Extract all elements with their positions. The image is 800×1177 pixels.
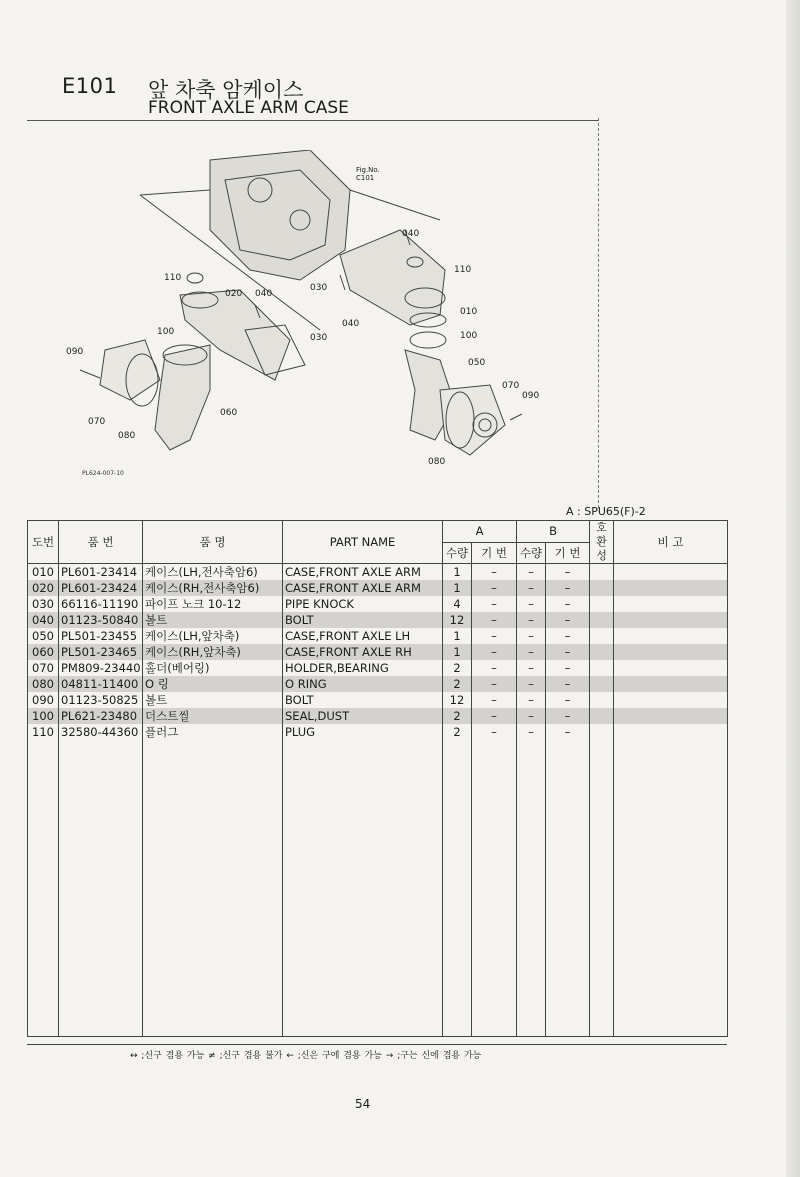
cell-part-name: PLUG <box>283 724 443 740</box>
cell-interchange <box>590 708 614 724</box>
cell-no-a: – <box>472 612 517 628</box>
cell-ref: 090 <box>28 692 59 708</box>
cell-part-name: CASE,FRONT AXLE RH <box>283 644 443 660</box>
cell-remarks <box>614 724 728 740</box>
model-label: A : SPU65(F)-2 <box>566 505 646 518</box>
table-row <box>28 724 728 740</box>
callout: 040 <box>255 289 273 299</box>
page-number: 54 <box>355 1097 371 1111</box>
cell-interchange <box>590 612 614 628</box>
header-no-b: 기 번 <box>546 542 590 564</box>
cell-no-b: – <box>546 564 590 581</box>
table-row <box>28 580 728 596</box>
cell-part-name: CASE,FRONT AXLE ARM <box>283 564 443 581</box>
callout: 090 <box>522 391 540 401</box>
table-row <box>28 692 728 708</box>
cell-remarks <box>614 628 728 644</box>
callout: 040 <box>342 319 360 329</box>
exploded-parts-diagram <box>60 150 580 480</box>
cell-qty-b: – <box>517 580 546 596</box>
cell-name-ko: 파이프 노크 10-12 <box>143 596 283 612</box>
table-row <box>28 676 728 692</box>
cell-remarks <box>614 564 728 581</box>
cell-part-no: 66116-11190 <box>59 596 143 612</box>
footer-rule <box>27 1044 727 1045</box>
cell-part-no: PL621-23480 <box>59 708 143 724</box>
table-row <box>28 660 728 676</box>
cell-ref: 110 <box>28 724 59 740</box>
header-part-name: PART NAME <box>283 521 443 564</box>
header-qty-b: 수량 <box>517 542 546 564</box>
cell-remarks <box>614 708 728 724</box>
cell-no-b: – <box>546 580 590 596</box>
cell-interchange <box>590 628 614 644</box>
title-korean: 앞 차축 암케이스 <box>148 78 304 102</box>
cell-part-name: CASE,FRONT AXLE LH <box>283 628 443 644</box>
callout: 050 <box>468 358 486 368</box>
cell-ref: 020 <box>28 580 59 596</box>
cell-remarks <box>614 580 728 596</box>
cell-interchange <box>590 580 614 596</box>
cell-name-ko: 플러그 <box>143 724 283 740</box>
table-row <box>28 628 728 644</box>
cell-interchange <box>590 596 614 612</box>
empty-cell <box>614 740 728 1037</box>
header-interchange-1: 호 <box>596 521 607 534</box>
cell-part-name: O RING <box>283 676 443 692</box>
cell-part-no: 01123-50840 <box>59 612 143 628</box>
cell-part-name: HOLDER,BEARING <box>283 660 443 676</box>
cell-qty-b: – <box>517 564 546 581</box>
cell-qty-b: – <box>517 724 546 740</box>
cell-no-a: – <box>472 596 517 612</box>
cell-no-b: – <box>546 644 590 660</box>
table-row <box>28 612 728 628</box>
fig-label-2: C101 <box>356 174 375 182</box>
cell-ref: 040 <box>28 612 59 628</box>
cell-part-name: SEAL,DUST <box>283 708 443 724</box>
callout: 080 <box>428 457 446 467</box>
cell-no-a: – <box>472 708 517 724</box>
table-row <box>28 596 728 612</box>
header-remarks: 비 고 <box>614 521 728 564</box>
header-group-a: A <box>443 521 517 543</box>
cell-ref: 100 <box>28 708 59 724</box>
cell-remarks <box>614 644 728 660</box>
table-row <box>28 564 728 581</box>
cell-remarks <box>614 612 728 628</box>
table-empty-space <box>28 740 728 1037</box>
empty-cell <box>546 740 590 1037</box>
cell-ref: 080 <box>28 676 59 692</box>
cell-remarks <box>614 676 728 692</box>
cell-qty-a: 2 <box>443 676 472 692</box>
cell-qty-a: 1 <box>443 564 472 581</box>
empty-cell <box>143 740 283 1037</box>
cell-qty-b: – <box>517 660 546 676</box>
cell-qty-a: 1 <box>443 628 472 644</box>
cell-name-ko: 볼트 <box>143 612 283 628</box>
cell-name-ko: 볼트 <box>143 692 283 708</box>
callout: 100 <box>157 327 175 337</box>
cell-no-b: – <box>546 628 590 644</box>
cell-part-no: PL601-23424 <box>59 580 143 596</box>
transmission-housing <box>210 150 350 280</box>
cell-name-ko: 홀더(베어링) <box>143 660 283 676</box>
empty-cell <box>472 740 517 1037</box>
cell-name-ko: 케이스(RH,앞차축) <box>143 644 283 660</box>
callout: 060 <box>220 408 238 418</box>
cell-part-no: PL501-23455 <box>59 628 143 644</box>
cell-qty-a: 1 <box>443 644 472 660</box>
cell-interchange <box>590 676 614 692</box>
header-rule <box>27 120 599 121</box>
empty-cell <box>28 740 59 1037</box>
header-qty-a: 수량 <box>443 542 472 564</box>
callout: 070 <box>88 417 106 427</box>
cell-qty-a: 2 <box>443 708 472 724</box>
cell-interchange <box>590 692 614 708</box>
cell-part-name: BOLT <box>283 692 443 708</box>
cell-part-name: CASE,FRONT AXLE ARM <box>283 580 443 596</box>
cell-qty-a: 12 <box>443 612 472 628</box>
cell-no-a: – <box>472 580 517 596</box>
empty-cell <box>590 740 614 1037</box>
cell-no-a: – <box>472 692 517 708</box>
cell-name-ko: 케이스(LH,전사축암6) <box>143 564 283 581</box>
callout: 070 <box>502 381 520 391</box>
cell-no-a: – <box>472 724 517 740</box>
cell-part-no: PL501-23465 <box>59 644 143 660</box>
cell-ref: 030 <box>28 596 59 612</box>
cell-remarks <box>614 596 728 612</box>
callout: 030 <box>310 333 328 343</box>
callout: 110 <box>164 273 182 283</box>
cell-no-b: – <box>546 708 590 724</box>
callout: 010 <box>460 307 478 317</box>
cell-part-name: PIPE KNOCK <box>283 596 443 612</box>
cell-interchange <box>590 564 614 581</box>
cell-no-a: – <box>472 676 517 692</box>
callout: 110 <box>454 265 472 275</box>
callout: 080 <box>118 431 136 441</box>
callout: 020 <box>225 289 243 299</box>
cell-no-b: – <box>546 596 590 612</box>
empty-cell <box>443 740 472 1037</box>
cell-interchange <box>590 644 614 660</box>
cell-ref: 070 <box>28 660 59 676</box>
bearing-holder-right <box>440 385 505 455</box>
table-row <box>28 708 728 724</box>
cell-remarks <box>614 692 728 708</box>
header-interchange-2: 환 <box>596 535 607 548</box>
cell-name-ko: O 링 <box>143 676 283 692</box>
cell-part-name: BOLT <box>283 612 443 628</box>
cell-interchange <box>590 660 614 676</box>
cell-ref: 010 <box>28 564 59 581</box>
arm-case-right <box>340 230 445 325</box>
empty-cell <box>517 740 546 1037</box>
header-interchange <box>590 521 614 564</box>
figure-id: PL624-007-10 <box>82 470 124 477</box>
cell-qty-b: – <box>517 676 546 692</box>
cell-name-ko: 더스트씰 <box>143 708 283 724</box>
cell-qty-a: 12 <box>443 692 472 708</box>
cell-part-no: 32580-44360 <box>59 724 143 740</box>
cell-no-a: – <box>472 644 517 660</box>
title-english: FRONT AXLE ARM CASE <box>148 98 349 118</box>
parts-body <box>28 564 728 1037</box>
table-row <box>28 644 728 660</box>
fig-label-1: Fig.No. <box>356 166 380 174</box>
callout: 030 <box>310 283 328 293</box>
header-group-b: B <box>517 521 590 543</box>
cell-ref: 060 <box>28 644 59 660</box>
page-edge <box>786 0 800 1177</box>
cell-no-a: – <box>472 660 517 676</box>
section-code: E101 <box>62 74 118 98</box>
cell-part-no: 01123-50825 <box>59 692 143 708</box>
cell-no-b: – <box>546 660 590 676</box>
cell-qty-a: 2 <box>443 660 472 676</box>
cell-no-b: – <box>546 724 590 740</box>
cell-qty-a: 2 <box>443 724 472 740</box>
parts-table <box>27 520 728 1037</box>
cell-no-b: – <box>546 676 590 692</box>
callout: 090 <box>66 347 84 357</box>
header-no-a: 기 번 <box>472 542 517 564</box>
cell-remarks <box>614 660 728 676</box>
cell-ref: 050 <box>28 628 59 644</box>
cell-qty-b: – <box>517 692 546 708</box>
cell-qty-a: 1 <box>443 580 472 596</box>
callout: 100 <box>460 331 478 341</box>
cell-name-ko: 케이스(LH,앞차축) <box>143 628 283 644</box>
empty-cell <box>283 740 443 1037</box>
bearing-holder-left <box>100 340 160 400</box>
compatibility-legend: ↔ ;신구 겸용 가능 ≠ ;신구 겸용 불가 ← ;신은 구에 겸용 가능 → ;구는 신에 겸용 가능 <box>130 1051 482 1061</box>
cell-qty-b: – <box>517 612 546 628</box>
cell-qty-b: – <box>517 628 546 644</box>
cell-part-no: 04811-11400 <box>59 676 143 692</box>
cell-qty-a: 4 <box>443 596 472 612</box>
cell-qty-b: – <box>517 708 546 724</box>
cell-interchange <box>590 724 614 740</box>
cell-qty-b: – <box>517 596 546 612</box>
empty-cell <box>59 740 143 1037</box>
header-ref: 도번 <box>28 521 59 564</box>
page-fold-line <box>598 118 599 508</box>
cell-no-a: – <box>472 564 517 581</box>
cell-no-b: – <box>546 612 590 628</box>
axle-case-left <box>155 345 210 450</box>
header-name-ko: 품 명 <box>143 521 283 564</box>
cell-part-no: PM809-23440 <box>59 660 143 676</box>
header-part-no: 품 번 <box>59 521 143 564</box>
cell-no-a: – <box>472 628 517 644</box>
cell-name-ko: 케이스(RH,전사축암6) <box>143 580 283 596</box>
cell-no-b: – <box>546 692 590 708</box>
cell-part-no: PL601-23414 <box>59 564 143 581</box>
cell-qty-b: – <box>517 644 546 660</box>
header-interchange-3: 성 <box>596 549 607 562</box>
callout: 040 <box>402 229 420 239</box>
